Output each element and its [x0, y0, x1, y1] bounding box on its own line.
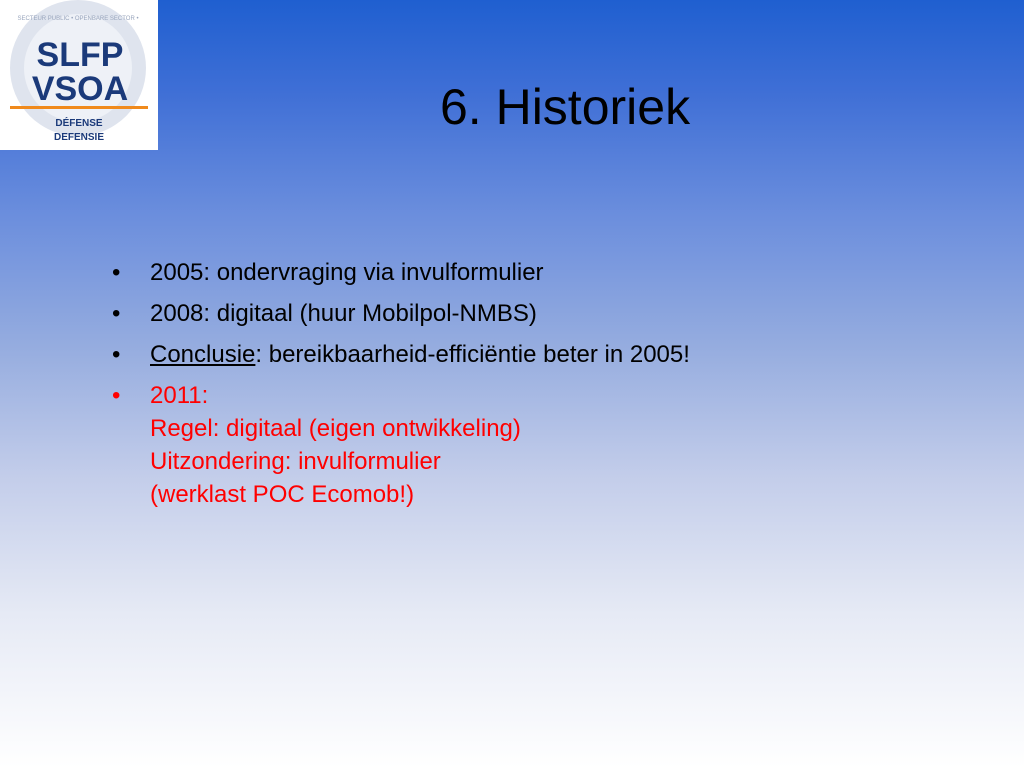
- bullet-text: 2008: digitaal (huur Mobilpol-NMBS): [150, 300, 537, 327]
- bullet-marker: •: [112, 300, 121, 327]
- bullet-text: : bereikbaarheid-efficiëntie beter in 2005!: [255, 341, 690, 368]
- bullet-line-uitzondering: Uitzondering: invulformulier: [150, 448, 441, 475]
- logo-text-slfp: SLFP: [36, 36, 124, 74]
- logo-text-vsoa: VSOA: [31, 70, 129, 108]
- bullet-text: 2005: ondervraging via invulformulier: [150, 259, 544, 286]
- bullet-line-werklast: (werklast POC Ecomob!): [150, 481, 415, 508]
- bullet-marker: •: [112, 259, 121, 286]
- bullet-line-year: 2011:: [150, 382, 209, 409]
- bullet-item-2005: [112, 256, 972, 289]
- bullet-item-conclusie: [112, 338, 972, 371]
- bullet-marker: •: [112, 341, 121, 368]
- logo-text-defense: DÉFENSE: [55, 118, 103, 129]
- bullet-list: [112, 256, 972, 519]
- bullet-item-2011: [112, 379, 972, 511]
- logo-emblem: [0, 0, 158, 150]
- bullet-line-regel: Regel: digitaal (eigen ontwikkeling): [150, 415, 521, 442]
- logo-ring-text: SECTEUR PUBLIC • OPENBARE SECTOR •: [17, 16, 139, 22]
- bullet-marker: •: [112, 382, 121, 409]
- conclusie-label: Conclusie: [150, 341, 256, 368]
- slide-title: 6. Historiek: [440, 79, 691, 135]
- slfp-vsoa-logo: [0, 0, 158, 150]
- logo-text-defensie: DEFENSIE: [53, 132, 105, 143]
- bullet-item-2008: [112, 297, 972, 330]
